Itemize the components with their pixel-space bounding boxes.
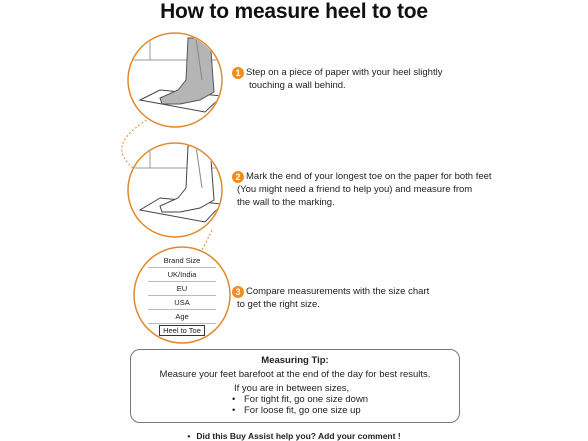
tip-title: Measuring Tip:	[261, 355, 329, 366]
tip-main-text: Measure your feet barefoot at the end of the day for best results.	[159, 369, 431, 380]
step-1: 1 Step on a piece of paper with your heel slightly touching a wall behind.	[232, 66, 442, 92]
size-chart-row: UK/India	[148, 268, 216, 282]
step-2: 2 Mark the end of your longest toe on the paper for both feet (You might need a friend to help you) and measure from the wall to the marking.	[232, 170, 492, 209]
tip-sub-text: If you are in between sizes,	[234, 383, 350, 394]
tip-bullet: • For loose fit, go one size up	[232, 405, 368, 416]
size-chart-row: USA	[148, 296, 216, 310]
step-number-badge: 2	[232, 171, 244, 183]
measuring-tip-box	[130, 349, 460, 423]
foot-illustration-1	[128, 33, 222, 127]
step-number-badge: 1	[232, 67, 244, 79]
size-chart-row: Age	[148, 310, 216, 324]
size-chart-row-highlight: Heel to Toe	[148, 324, 216, 337]
size-chart-row: EU	[148, 282, 216, 296]
size-chart-row: Brand Size	[148, 254, 216, 268]
page-title: How to measure heel to toe	[160, 0, 428, 23]
foot-illustration-2	[128, 143, 222, 237]
step-3: 3 Compare measurements with the size chart to get the right size.	[232, 285, 429, 311]
tip-bullet: • For tight fit, go one size down	[232, 394, 368, 405]
size-chart	[148, 254, 216, 337]
feedback-prompt[interactable]: • Did this Buy Assist help you? Add your comment !	[0, 431, 588, 441]
step-number-badge: 3	[232, 286, 244, 298]
tip-bullet-list	[232, 394, 368, 416]
